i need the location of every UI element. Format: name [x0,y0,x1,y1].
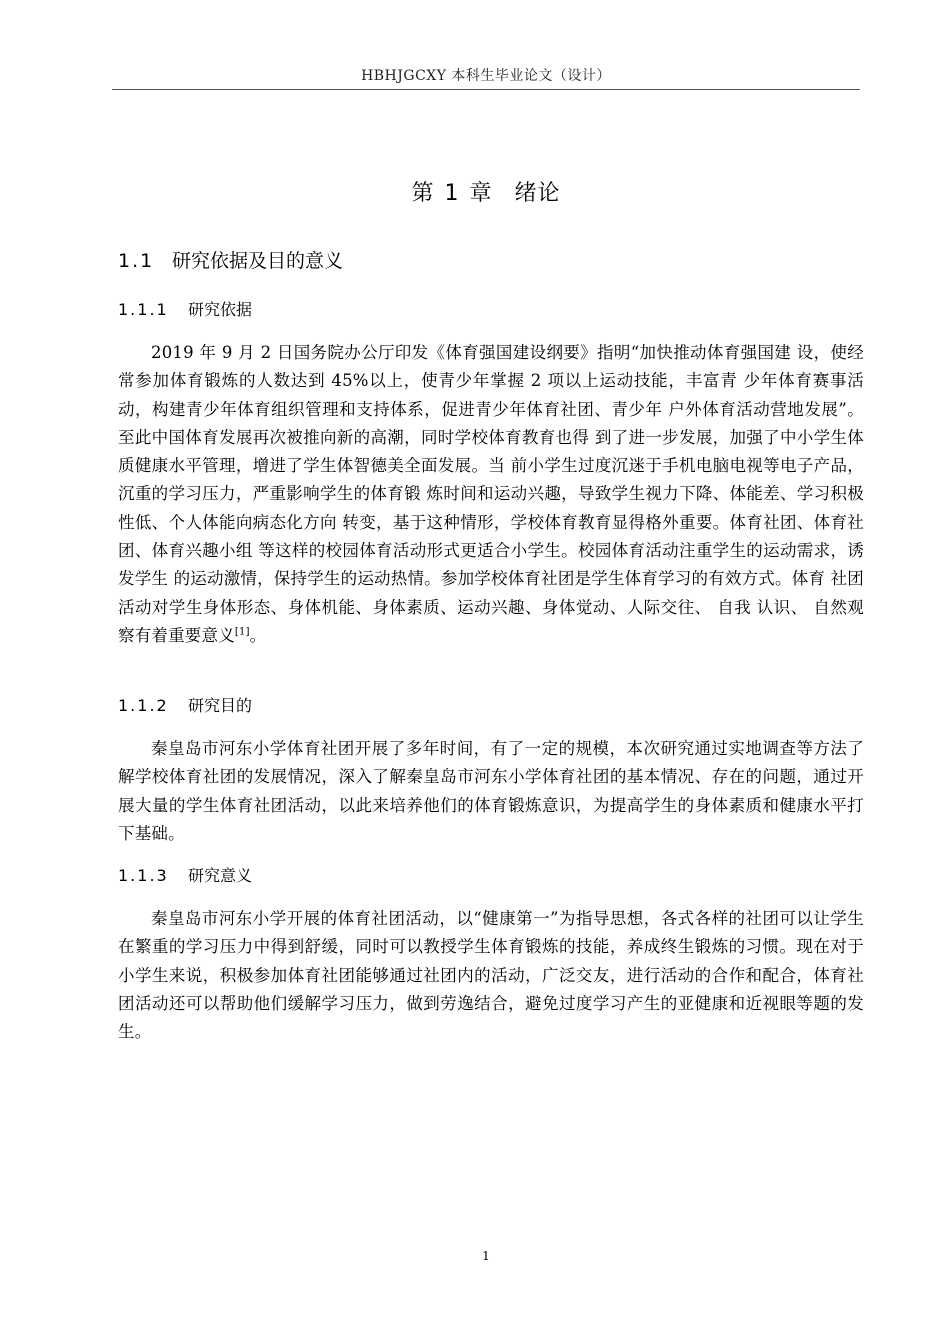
chapter-name: 绪论 [514,181,561,206]
subsection-heading-1-1-1 [118,298,252,322]
chapter-prefix: 第 [411,181,435,206]
section-title: 研究依据及目的意义 [172,250,344,272]
paragraph-research-purpose: 秦皇岛市河东小学体育社团开展了多年时间，有了一定的规模，本次研究通过实地调查等方法了解学校体育社团的发展情况，深入了解秦皇岛市河东小学体育社团的基本情况、存在的问题，通过开展大量的学生体育社团活动，以此来培养他们的体育锻炼意识，为提高学生的身体素质和健康水平打下基础。 [118,739,864,843]
subsection-title: 研究意义 [188,866,253,885]
section-heading-1-1 [118,247,343,275]
paragraph-research-basis [118,339,864,650]
paragraph-end: 。 [249,625,267,645]
citation-marker: [1] [234,626,250,638]
header-rule [112,89,860,90]
subsection-title: 研究目的 [188,696,253,715]
chapter-number: 1 [444,181,460,206]
subsection-number: 1.1.2 [118,696,169,715]
subsection-number: 1.1.3 [118,866,169,885]
section-number: 1.1 [118,250,155,272]
chapter-title [112,178,860,210]
paragraph-research-significance: 秦皇岛市河东小学开展的体育社团活动，以“健康第一”为指导思想，各式各样的社团可以让学生在繁重的学习压力中得到舒缓，同时可以教授学生体育锻炼的技能，养成终生锻炼的习惯。现在对于小学生来说，积极参加体育社团能够通过社团内的活动，广泛交友，进行活动的合作和配合，体育社团活动还可以帮助他们缓解学习压力，做到劳逸结合，避免过度学习产生的亚健康和近视眼等题的发生。 [118,909,864,1042]
subsection-heading-1-1-2 [118,694,252,718]
paragraph-text: 2019 年 9 月 2 日国务院办公厅印发《体育强国建设纲要》指明“加快推动体育强国建 设，使经常参加体育锻炼的人数达到 45%以上，使青少年掌握 2 项以上运动技能，丰富青 少年体育赛事活动，构建青少年体育组织管理和支持体系，促进青少年体育社团、青少年 户外体育活动营地发展”。至此中国体育发展再次被推向新的高潮，同时学校体育教育也得 到了进一步发展，加强了中小学生体质健康水平管理，增进了学生体智德美全面发展。当 前小学生过度沉迷于手机电脑电视等电子产品，沉重的学习压力，严重影响学生的体育锻 炼时间和运动兴趣，导致学生视力下降、体能差、学习积极性低、个人体能向病态化方向 转变，基于这种情形，学校体育教育显得格外重要。体育社团、体育社团、体育兴趣小组 等这样的校园体育活动形式更适合小学生。校园体育活动注重学生的运动需求，诱发学生 的运动激情，保持学生的运动热情。参加学校体育社团是学生体育学习的有效方式。体育 社团活动对学生身体形态、身体机能、身体素质、运动兴趣、身体觉动、人际交往、 自我 认识、 自然观察有着重要意义 [118,343,864,645]
page-header: HBHJGCXY 本科生毕业论文（设计） [361,68,611,84]
subsection-number: 1.1.1 [118,300,169,319]
page-number: 1 [482,1249,490,1263]
subsection-heading-1-1-3 [118,864,252,888]
chapter-suffix: 章 [469,181,493,206]
subsection-title: 研究依据 [188,300,253,319]
